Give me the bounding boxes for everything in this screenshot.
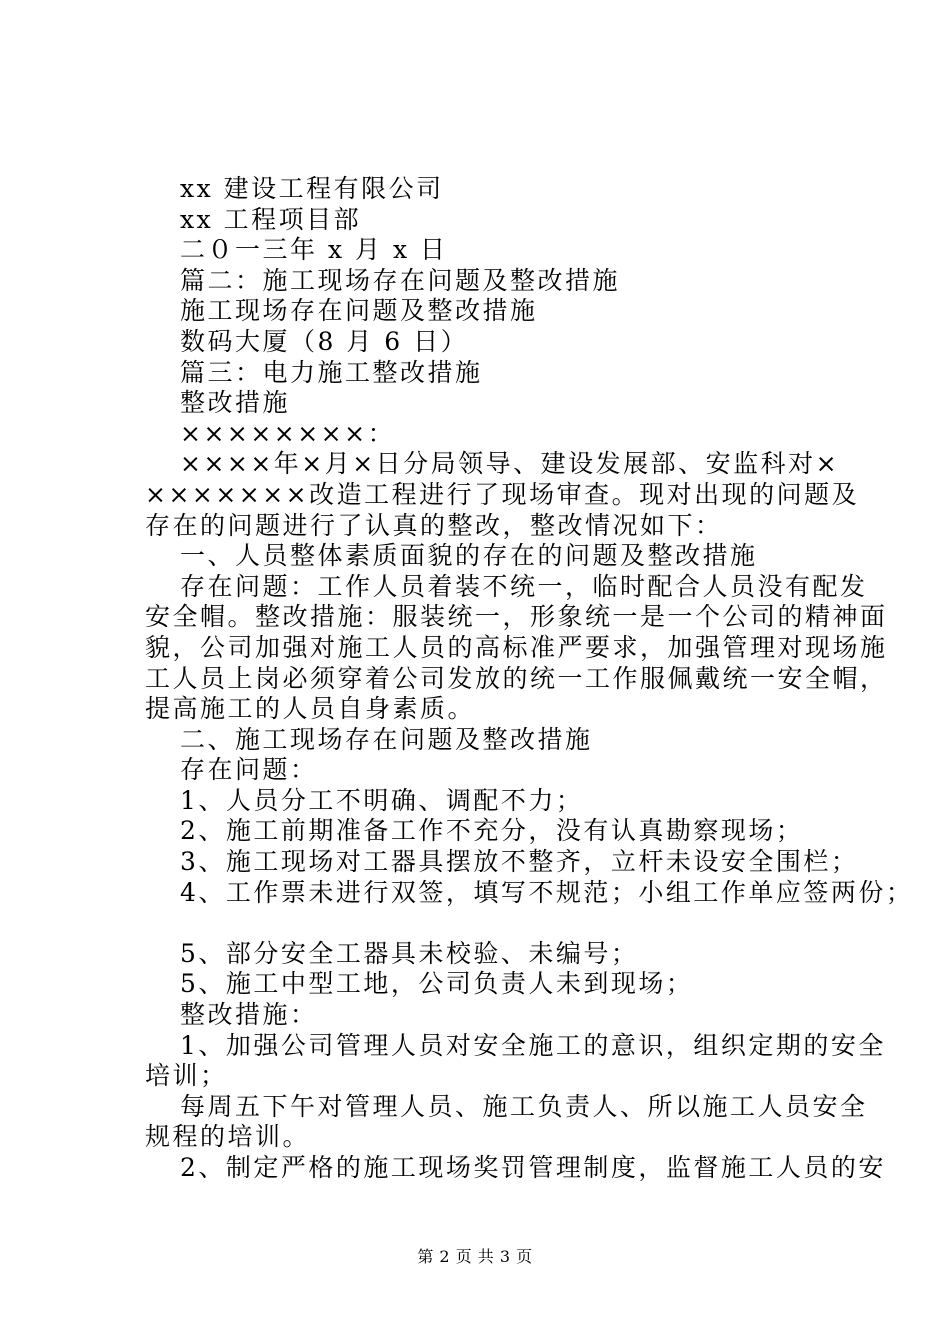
paragraph-line: 存在的问题进行了认真的整改，整改情况如下： <box>145 510 723 540</box>
paragraph-line: 提高施工的人员自身素质。 <box>145 694 476 724</box>
list-item: 1、加强公司管理人员对安全施工的意识，组织定期的安全 <box>180 1030 886 1060</box>
paragraph-line: 培训； <box>145 1061 228 1091</box>
paragraph-line: 安全帽。整改措施：服装统一，形象统一是一个公司的精神面 <box>145 602 888 632</box>
subheading-1: 一、人员整体素质面貌的存在的问题及整改措施 <box>180 541 758 571</box>
section-title: 施工现场存在问题及整改措施 <box>180 296 538 326</box>
location-date: 数码大厦（8 月 6 日） <box>180 326 469 356</box>
paragraph-line: 规程的培训。 <box>145 1122 311 1152</box>
list-item: 2、施工前期准备工作不充分，没有认真勘察现场； <box>180 816 804 846</box>
list-item: 5、施工中型工地，公司负责人未到现场； <box>180 969 694 999</box>
section-title: 整改措施 <box>180 388 291 418</box>
addressee: ××××××××： <box>180 418 396 448</box>
list-item: 5、部分安全工器具未校验、未编号； <box>180 938 639 968</box>
company-name: xx 建设工程有限公司 <box>180 174 444 203</box>
list-item: 2、制定严格的施工现场奖罚管理制度，监督施工人员的安 <box>180 1153 886 1182</box>
project-department: xx 工程项目部 <box>180 204 362 234</box>
blank-line <box>145 908 845 939</box>
page-number: 第 2 页 共 3 页 <box>417 1247 533 1266</box>
date-line: 二０一三年 x 月 x 日 <box>180 235 448 265</box>
paragraph-line: 工人员上岗必须穿着公司发放的统一工作服佩戴统一安全帽， <box>145 663 888 693</box>
list-heading: 存在问题： <box>180 755 318 785</box>
section-heading-2: 篇二：施工现场存在问题及整改措施 <box>180 265 621 295</box>
paragraph-line: 貌，公司加强对施工人员的高标准严要求，加强管理对现场施 <box>145 632 888 662</box>
list-heading: 整改措施： <box>180 1000 318 1030</box>
document-body <box>145 174 914 1184</box>
paragraph-line: 每周五下午对管理人员、施工负责人、所以施工人员安全 <box>180 1091 868 1121</box>
list-item: 3、施工现场对工器具摆放不整齐，立杆未设安全围栏； <box>180 847 859 877</box>
subheading-2: 二、施工现场存在问题及整改措施 <box>180 724 593 754</box>
paragraph-line: 存在问题：工作人员着装不统一，临时配合人员没有配发 <box>180 571 868 601</box>
paragraph-line: ×××××××改造工程进行了现场审查。现对出现的问题及 <box>145 479 860 509</box>
paragraph-line: ××××年×月×日分局领导、建设发展部、安监科对× <box>180 449 840 479</box>
list-item: 4、工作票未进行双签，填写不规范；小组工作单应签两份； <box>180 877 914 907</box>
section-heading-3: 篇三：电力施工整改措施 <box>180 357 483 387</box>
list-item: 1、人员分工不明确、调配不力； <box>180 785 584 815</box>
